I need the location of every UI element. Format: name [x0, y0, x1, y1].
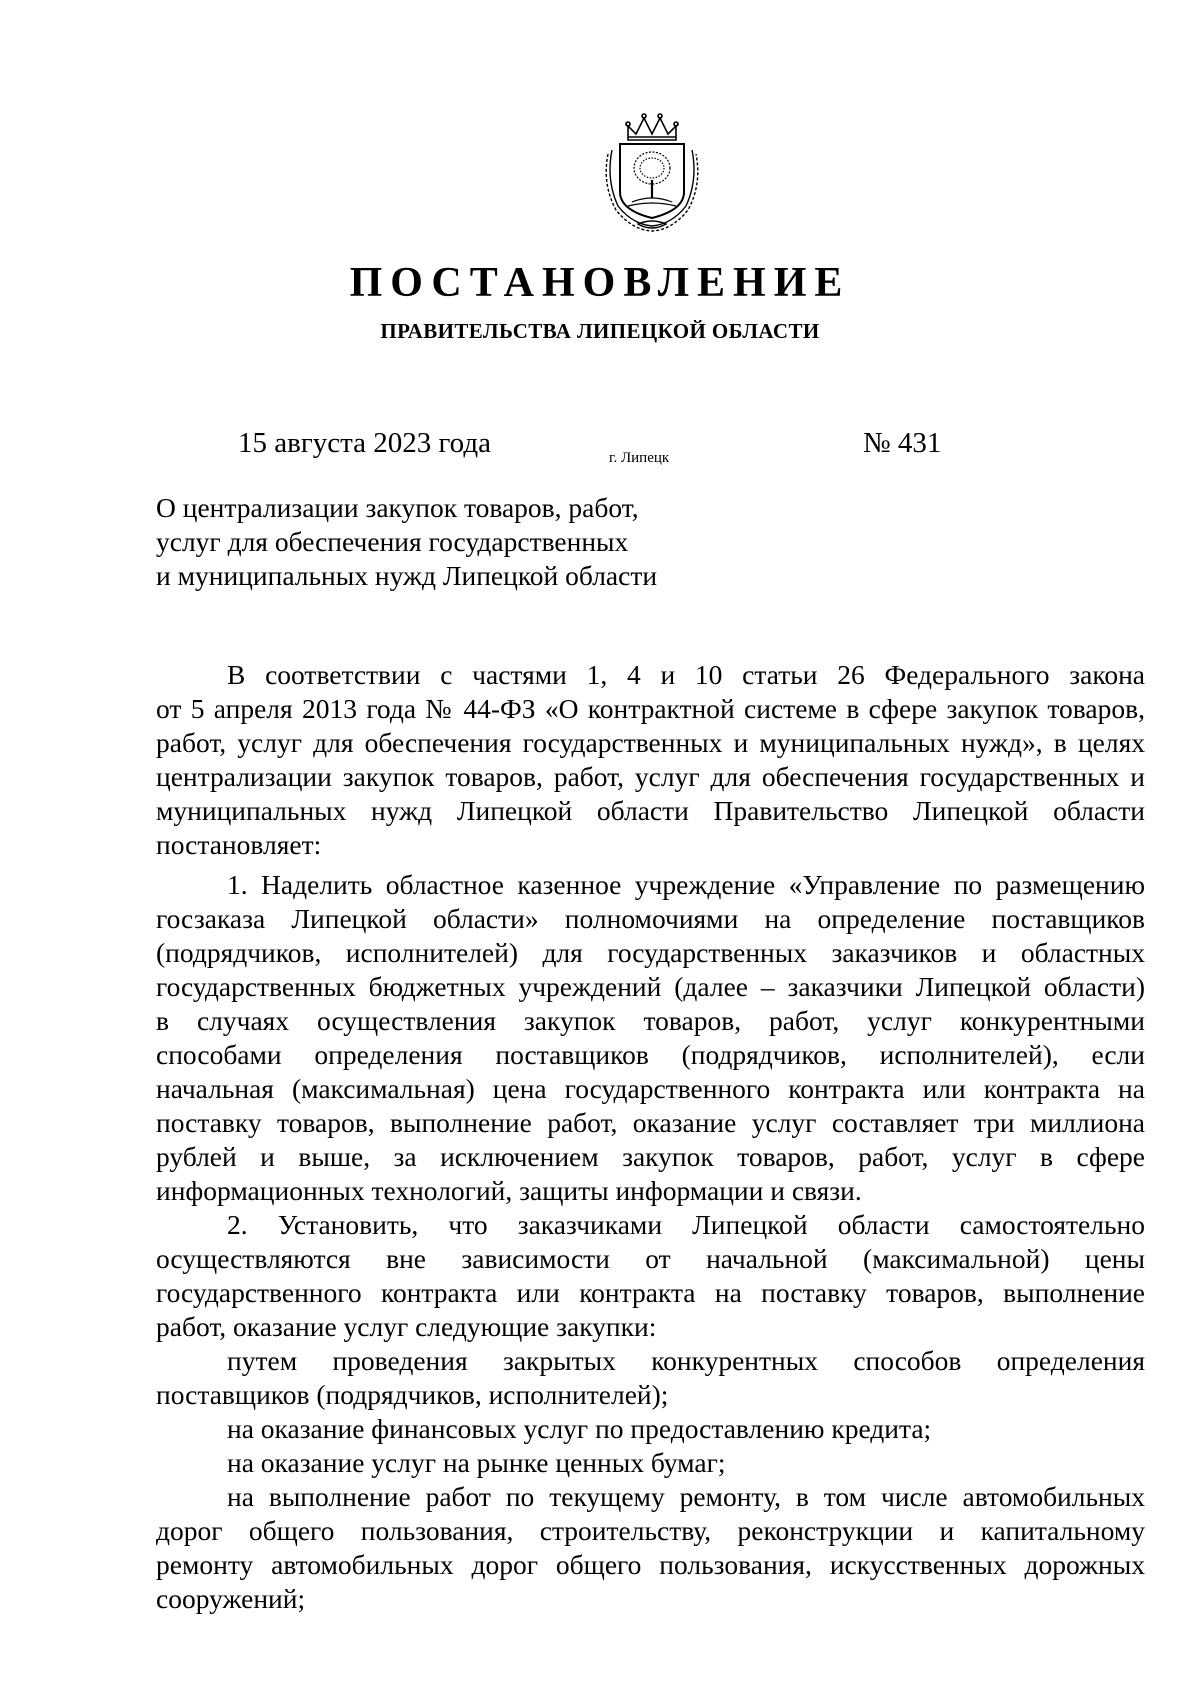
sub4-line: сооружений; [156, 1583, 306, 1614]
preamble-line: В соответствии с частями 1, 4 и 10 статьи 26 Федерального закона [227, 659, 1145, 690]
document-date: 15 августа 2023 года [238, 427, 491, 459]
document-city: г. Липецк [609, 450, 670, 466]
document-body [156, 658, 1145, 1616]
sub1-line: поставщиков (подрядчиков, исполнителей); [156, 1379, 669, 1410]
preamble-line: работ, услуг для обеспечения государственных и муниципальных нужд», в целях [156, 727, 1145, 758]
subject-line: и муниципальных нужд Липецкой области [156, 560, 658, 591]
sub3-line: на оказание услуг на рынке ценных бумаг; [227, 1447, 726, 1478]
subject-line: услуг для обеспечения государственных [156, 526, 629, 557]
item2-line: осуществляются вне зависимости от начальной (максимальной) цены [156, 1243, 1145, 1274]
coat-of-arms-icon [598, 110, 706, 235]
item1-line: в случаях осуществления закупок товаров, работ, услуг конкурентными [156, 1005, 1145, 1036]
item2-line: государственного контракта или контракта на поставку товаров, выполнение [156, 1277, 1145, 1308]
preamble-line: централизации закупок товаров, работ, услуг для обеспечения государственных и [156, 761, 1145, 792]
item2-line: 2. Установить, что заказчиками Липецкой области самостоятельно [227, 1209, 1145, 1240]
sub2-line: на оказание финансовых услуг по предоставлению кредита; [227, 1413, 932, 1444]
item1-line: рублей и выше, за исключением закупок товаров, работ, услуг в сфере [156, 1141, 1145, 1172]
sub1-line: путем проведения закрытых конкурентных способов определения [227, 1345, 1145, 1376]
preamble-line: от 5 апреля 2013 года № 44-ФЗ «О контрактной системе в сфере закупок товаров, [156, 693, 1145, 724]
document-title: ПОСТАНОВЛЕНИЕ [349, 260, 851, 306]
item2-line: работ, оказание услуг следующие закупки: [156, 1311, 657, 1342]
document-number: № 431 [863, 427, 942, 459]
preamble-line: постановляет: [156, 829, 322, 860]
item1-line: начальная (максимальная) цена государственного контракта или контракта на [156, 1073, 1145, 1104]
item1-line: государственных бюджетных учреждений (далее – заказчики Липецкой области) [156, 971, 1145, 1002]
item1-line: госзаказа Липецкой области» полномочиями на определение поставщиков [156, 903, 1145, 934]
sub4-line: ремонту автомобильных дорог общего пользования, искусственных дорожных [156, 1549, 1145, 1580]
item1-line: информационных технологий, защиты информации и связи. [156, 1175, 862, 1206]
sub4-line: дорог общего пользования, строительству, реконструкции и капитальному [156, 1515, 1145, 1546]
subject-line: О централизации закупок товаров, работ, [156, 492, 639, 523]
item1-line: способами определения поставщиков (подрядчиков, исполнителей), если [156, 1039, 1145, 1070]
item1-line: 1. Наделить областное казенное учреждение «Управление по размещению [227, 869, 1145, 900]
item1-line: поставку товаров, выполнение работ, оказание услуг составляет три миллиона [156, 1107, 1145, 1138]
document-subject [156, 491, 716, 593]
sub4-line: на выполнение работ по текущему ремонту, в том числе автомобильных [227, 1481, 1145, 1512]
document-subtitle: ПРАВИТЕЛЬСТВА ЛИПЕЦКОЙ ОБЛАСТИ [380, 319, 820, 343]
preamble-line: муниципальных нужд Липецкой области Правительство Липецкой области [156, 795, 1145, 826]
item1-line: (подрядчиков, исполнителей) для государственных заказчиков и областных [156, 937, 1145, 968]
